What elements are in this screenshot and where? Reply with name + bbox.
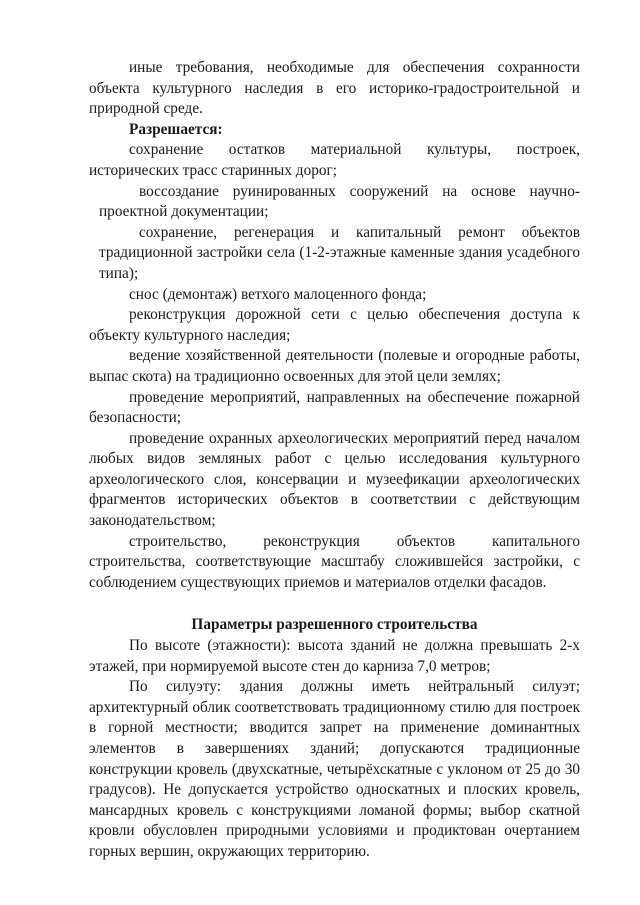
intro-paragraph: иные требования, необходимые для обеспечения сохранности объекта культурного наследия в его историко-градостроительной и природной среде.	[89, 59, 580, 118]
section-title: Параметры разрешенного строительства	[191, 616, 478, 634]
allowed-item: реконструкция дорожной сети с целью обеспечения доступа к объекту культурного наследия;	[89, 306, 580, 344]
allowed-item: снос (демонтаж) ветхого малоценного фонда;	[129, 285, 427, 303]
allowed-item: строительство, реконструкция объектов капитального строительства, соответствующие масштабу сложившейся застройки, с соблюдением существующих приемов и материалов отделки фасадов.	[89, 532, 580, 591]
allowed-item: сохранение, регенерация и капитальный ремонт объектов традиционной застройки села (1-2-этажные каменные здания усадебного типа);	[99, 223, 580, 282]
allowed-item: проведение мероприятий, направленных на обеспечение пожарной безопасности;	[89, 388, 580, 427]
allowed-item: воссоздание руинированных сооружений на основе научно-проектной документации;	[99, 182, 580, 221]
allowed-item: проведение охранных археологических мероприятий перед началом любых видов земляных работ с целью исследования культурного археологического слоя, консервации и музеефикации археологических фрагментов исторических объектов в соответствии с действующим законодательством;	[89, 429, 580, 530]
param-silhouette: По силуэту: здания должны иметь нейтральный силуэт; архитектурный облик соответствовать традиционному стилю для построек в горной местности; вводится запрет на применение доминантных элементов в завершениях зданий; допускаются традиционные конструкции кровель (двухскатные, четырёхскатные с уклоном от 25 до 30 градусов). Не допускается устройство односкатных и плоских кровель, мансардных кровель с конструкциями ломаной формы; выбор скатной кровли обусловлен природными условиями и продиктован очертанием горных вершин, окружающих территорию.	[89, 678, 580, 860]
allowed-item: ведение хозяйственной деятельности (полевые и огородные работы, выпас скота) на традиционно освоенных для этой цели землях;	[89, 347, 580, 385]
allowed-heading: Разрешается:	[129, 120, 223, 138]
document-page	[89, 58, 580, 863]
allowed-item: сохранение остатков материальной культуры, построек, исторических трасс старинных дорог;	[89, 141, 580, 179]
param-height: По высоте (этажности): высота зданий не должна превышать 2-х этажей, при нормируемой высоте стен до карниза 7,0 метров;	[89, 637, 580, 675]
